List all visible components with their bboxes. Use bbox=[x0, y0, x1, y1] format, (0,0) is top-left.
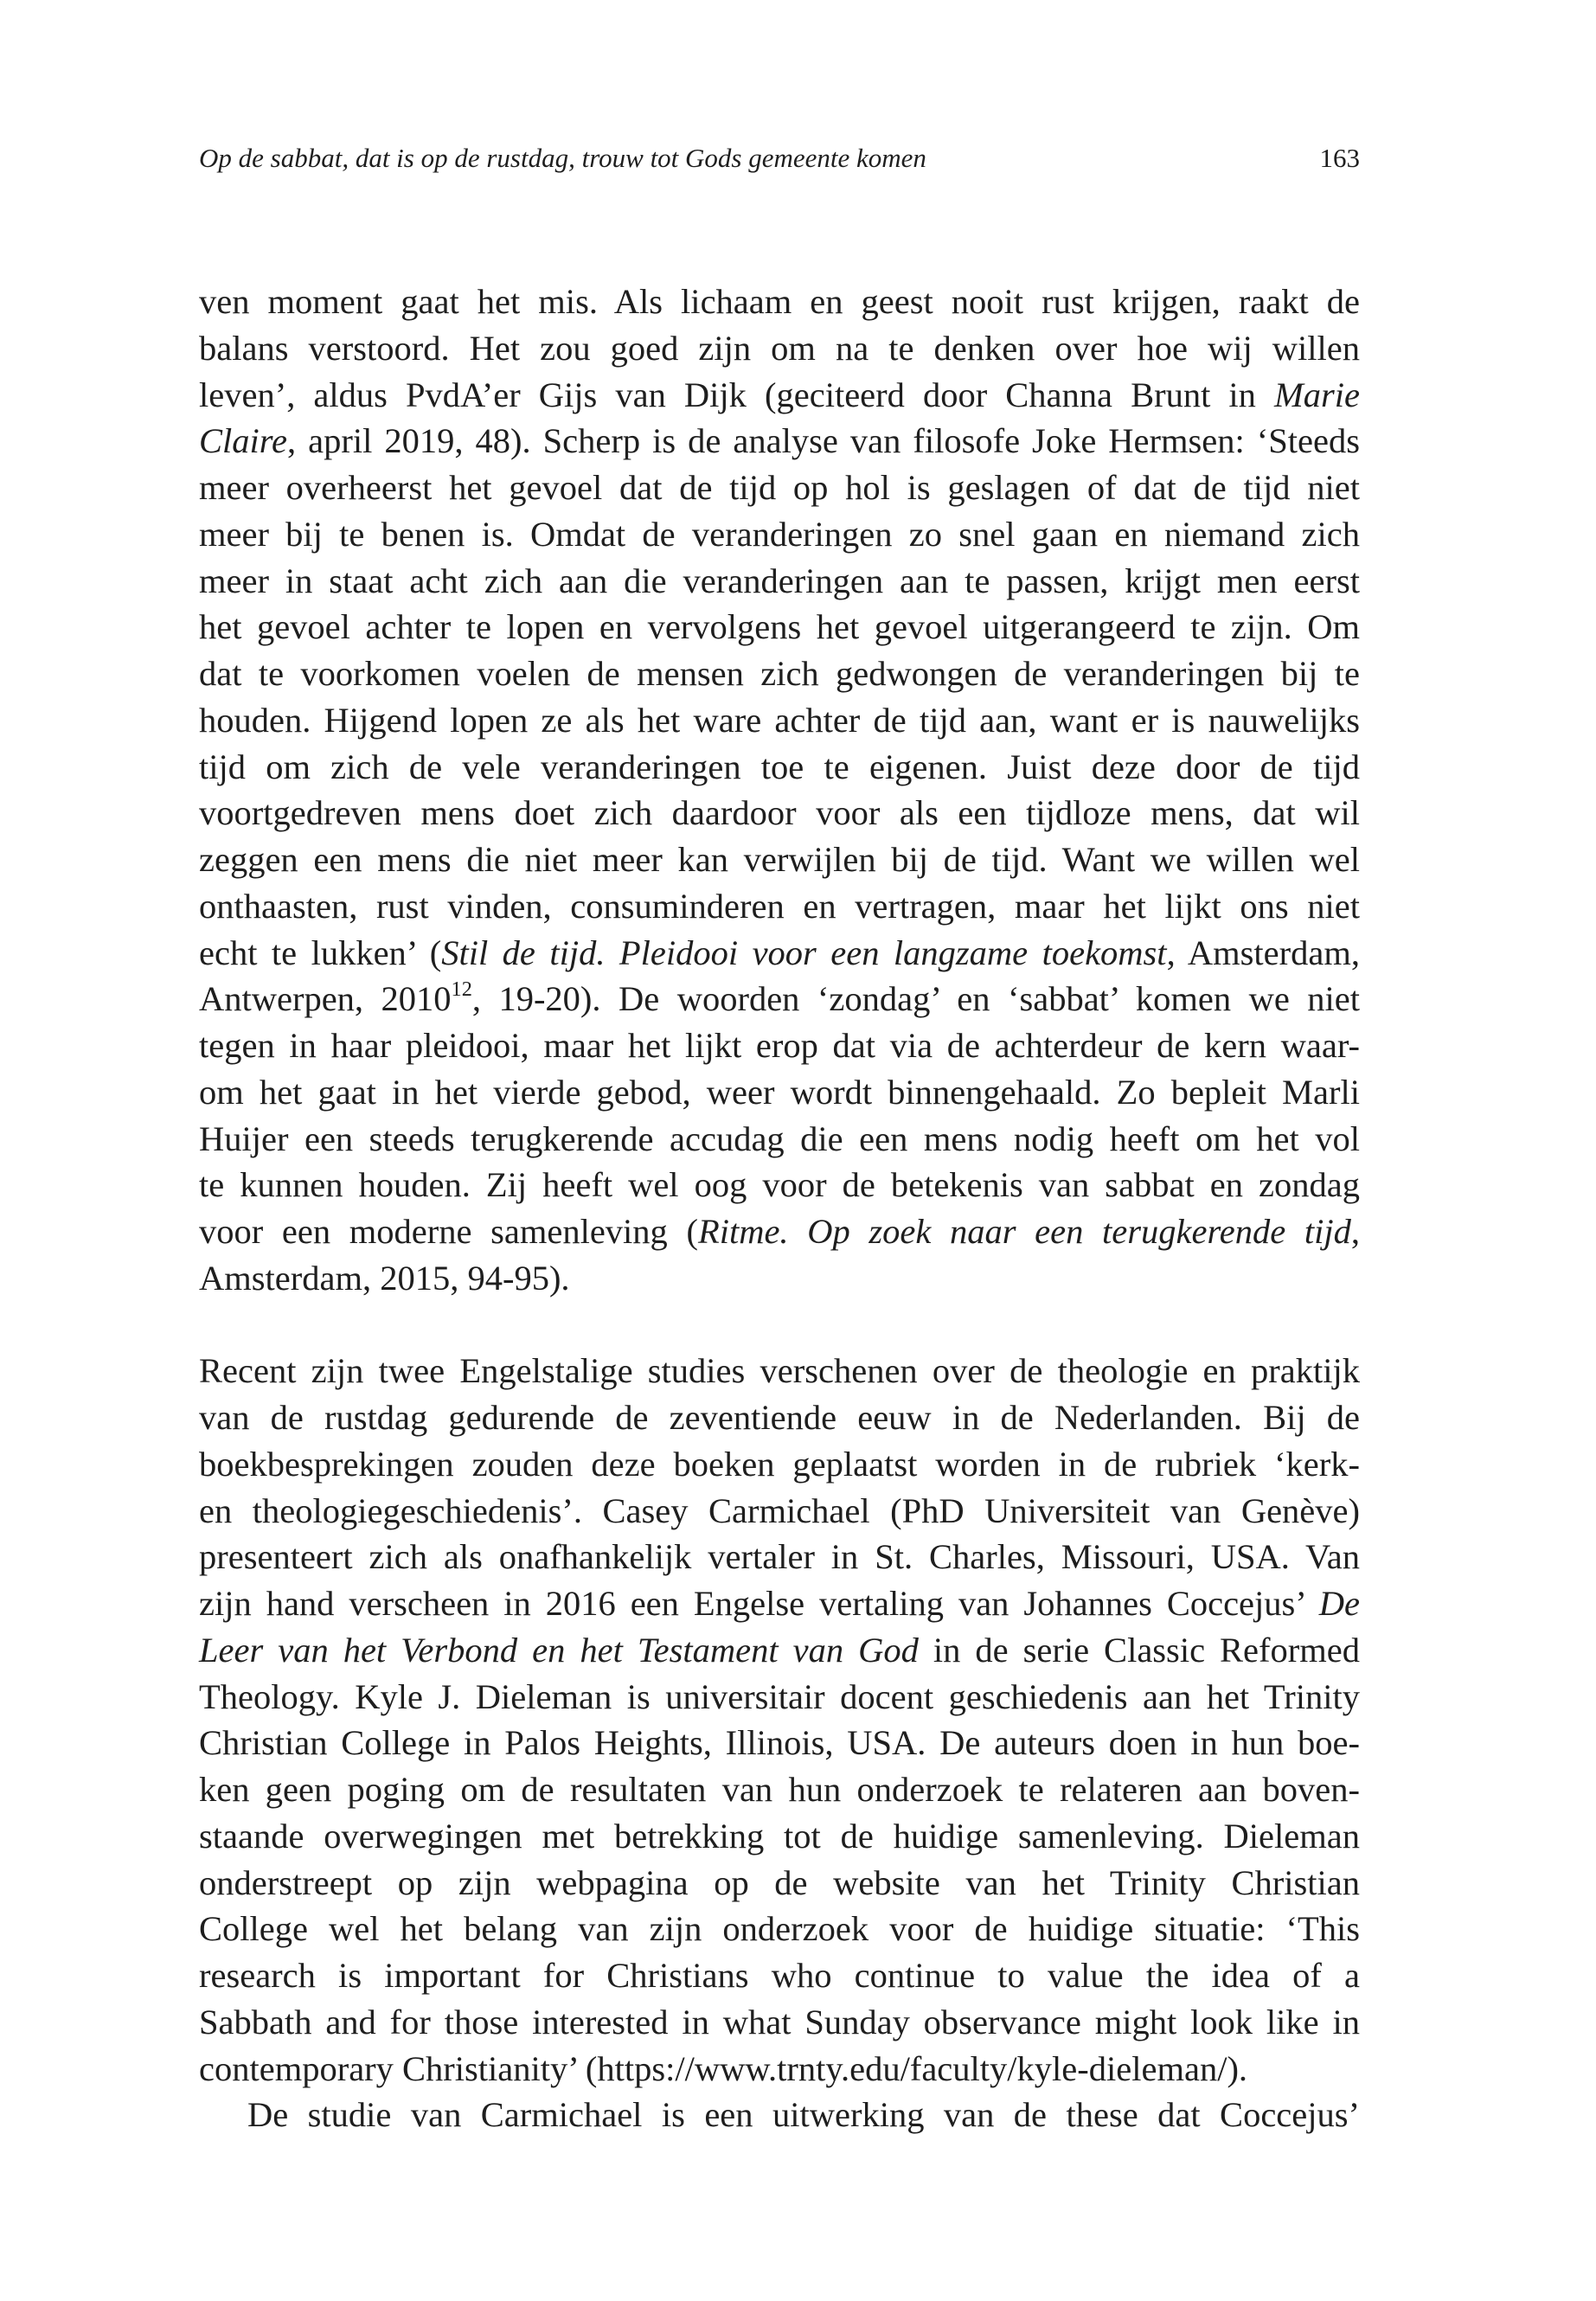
book-title: De bbox=[1318, 1584, 1360, 1623]
text-span: , bbox=[1350, 1212, 1360, 1251]
text-line: presenteert zich als onafhankelijk vertaler in St. Charles, Missouri, USA. Van bbox=[199, 1537, 1360, 1577]
book-title: Leer van het Verbond en het Testament van God bbox=[199, 1630, 919, 1670]
text-line: tijd om zich de vele veranderingen toe te eigenen. Juist deze door de tijd bbox=[199, 747, 1360, 786]
text-span: Antwerpen, 2010 bbox=[199, 979, 452, 1019]
text-line: dat te voorkomen voelen de mensen zich gedwongen de veranderingen bij te bbox=[199, 654, 1360, 693]
page-number: 163 bbox=[1319, 143, 1360, 173]
text-line: staande overwegingen met betrekking tot de huidige samenleving. Dieleman bbox=[199, 1816, 1360, 1856]
text-line: ken geen poging om de resultaten van hun onderzoek te relateren aan boven- bbox=[199, 1770, 1360, 1809]
magazine-title: Marie bbox=[1274, 375, 1360, 414]
text-line: De studie van Carmichael is een uitwerking van de these dat Coccejus’ bbox=[247, 2095, 1360, 2135]
text-span: echt te lukken’ ( bbox=[199, 933, 442, 972]
paragraph-3 bbox=[199, 2092, 1360, 2138]
paragraph-gap bbox=[199, 1302, 1360, 1349]
text-line bbox=[199, 1580, 1360, 1627]
text-line: research is important for Christians who continue to value the idea of a bbox=[199, 1956, 1360, 1995]
text-line: meer in staat acht zich aan die veranderingen aan te passen, krijgt men eerst bbox=[199, 561, 1360, 600]
text-line: Amsterdam, 2015, 94-95). bbox=[199, 1258, 570, 1298]
text-line: Christian College in Palos Heights, Illinois, USA. De auteurs doen in hun boe- bbox=[199, 1723, 1360, 1763]
text-line bbox=[199, 372, 1360, 419]
text-span: in de serie Classic Reformed bbox=[918, 1630, 1360, 1670]
magazine-title: Claire bbox=[199, 421, 288, 461]
text-span: voor een moderne samenleving ( bbox=[199, 1212, 698, 1251]
text-line: Recent zijn twee Engelstalige studies verschenen over de theologie en praktijk bbox=[199, 1351, 1360, 1391]
text-line: tegen in haar pleidooi, maar het lijkt erop dat via de achterdeur de kern waar- bbox=[199, 1026, 1360, 1065]
text-line: boekbesprekingen zouden deze boeken geplaatst worden in de rubriek ‘kerk- bbox=[199, 1444, 1360, 1484]
text-line: en theologiegeschiedenis’. Casey Carmichael (PhD Universiteit van Genève) bbox=[199, 1490, 1360, 1530]
text-line: meer bij te benen is. Omdat de veranderingen zo snel gaan en niemand zich bbox=[199, 514, 1360, 554]
book-title: Ritme. Op zoek naar een terugkerende tijd bbox=[697, 1212, 1351, 1251]
text-line: College wel het belang van zijn onderzoek voor de huidige situatie: ‘This bbox=[199, 1909, 1360, 1949]
text-line bbox=[199, 976, 1360, 1022]
book-title: Stil de tijd. Pleidooi voor een langzame toekomst bbox=[441, 933, 1167, 972]
edition-superscript: 12 bbox=[451, 977, 472, 1002]
text-line: Huijer een steeds terugkerende accudag die een mens nodig heeft om het vol bbox=[199, 1118, 1360, 1158]
text-line: te kunnen houden. Zij heeft wel oog voor de betekenis van sabbat en zondag bbox=[199, 1165, 1360, 1205]
text-line: het gevoel achter te lopen en vervolgens het gevoel uitgerangeerd te zijn. Om bbox=[199, 607, 1360, 647]
running-title: Op de sabbat, dat is op de rustdag, trouw tot Gods gemeente komen bbox=[199, 143, 926, 173]
paragraph-2 bbox=[199, 1348, 1360, 2092]
text-span: , Amsterdam, bbox=[1166, 933, 1360, 972]
paragraph-1 bbox=[199, 279, 1360, 1302]
text-span: , 19-20). De woorden ‘zondag’ en ‘sabbat’ komen we niet bbox=[471, 979, 1361, 1019]
text-span: leven’, aldus PvdA’er Gijs van Dijk (geciteerd door Channa Brunt in bbox=[199, 375, 1275, 414]
text-line bbox=[199, 1627, 1360, 1674]
running-head bbox=[199, 137, 1360, 180]
text-line: Sabbath and for those interested in what Sunday observance might look like in bbox=[199, 2002, 1360, 2041]
text-line: Theology. Kyle J. Dieleman is universitair docent geschiedenis aan het Trinity bbox=[199, 1676, 1360, 1716]
text-line: houden. Hijgend lopen ze als het ware achter de tijd aan, want er is nauwelijks bbox=[199, 700, 1360, 740]
text-line: contemporary Christianity’ (https://www.trnty.edu/faculty/kyle-dieleman/). bbox=[199, 2048, 1248, 2088]
text-line: van de rustdag gedurende de zeventiende eeuw in de Nederlanden. Bij de bbox=[199, 1398, 1360, 1437]
text-line: balans verstoord. Het zou goed zijn om na te denken over hoe wij willen bbox=[199, 328, 1360, 368]
text-line bbox=[199, 930, 1360, 977]
body-text bbox=[199, 279, 1360, 2138]
text-line bbox=[199, 1208, 1360, 1255]
text-line: voortgedreven mens doet zich daardoor voor als een tijdloze mens, dat wil bbox=[199, 793, 1360, 833]
text-line bbox=[199, 418, 1360, 465]
text-line: onderstreept op zijn webpagina op de website van het Trinity Christian bbox=[199, 1862, 1360, 1902]
text-span: , april 2019, 48). Scherp is de analyse van filosofe Joke Hermsen: ‘Steeds bbox=[287, 421, 1360, 461]
text-line: om het gaat in het vierde gebod, weer wordt binnengehaald. Zo bepleit Marli bbox=[199, 1072, 1360, 1112]
text-line: onthaasten, rust vinden, consuminderen en vertragen, maar het lijkt ons niet bbox=[199, 886, 1360, 926]
text-line: meer overheerst het gevoel dat de tijd op hol is geslagen of dat de tijd niet bbox=[199, 468, 1360, 507]
text-span: zijn hand verscheen in 2016 een Engelse vertaling van Johannes Coccejus’ bbox=[199, 1584, 1319, 1623]
text-line: ven moment gaat het mis. Als lichaam en geest nooit rust krijgen, raakt de bbox=[199, 282, 1360, 321]
text-line: zeggen een mens die niet meer kan verwijlen bij de tijd. Want we willen wel bbox=[199, 840, 1360, 879]
